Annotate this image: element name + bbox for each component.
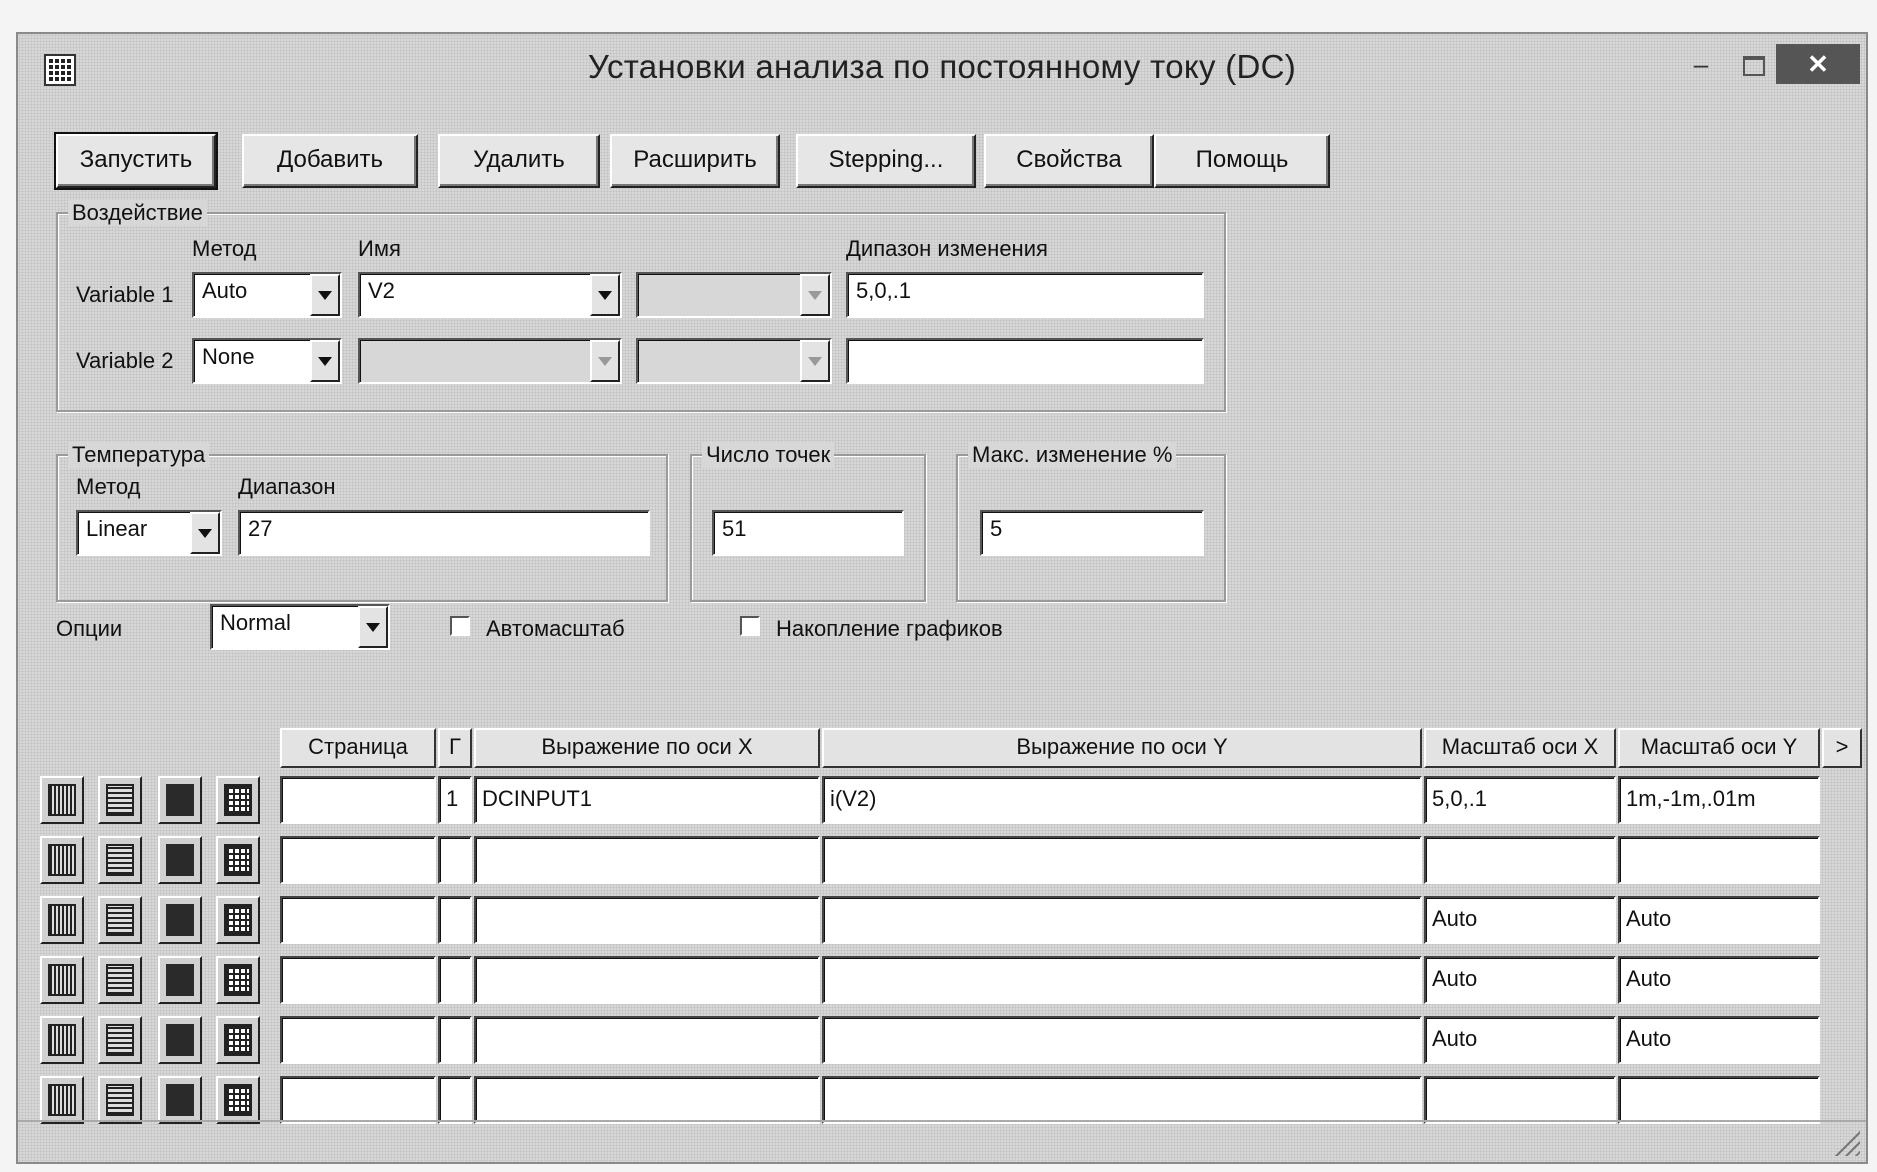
- cell-x-scale[interactable]: Auto: [1424, 1016, 1616, 1064]
- cell-x-expression[interactable]: [474, 956, 820, 1004]
- row-grid-button[interactable]: [216, 896, 260, 944]
- color-swatch-icon: [166, 1024, 194, 1056]
- cell-x-scale[interactable]: 5,0,.1: [1424, 776, 1616, 824]
- table-row: [18, 956, 1866, 1008]
- temperature-method-select[interactable]: [76, 510, 222, 556]
- cell-plot-group[interactable]: [438, 956, 472, 1004]
- cell-x-expression[interactable]: [474, 1076, 820, 1124]
- variable1-name-select[interactable]: [358, 272, 622, 318]
- delete-button[interactable]: Удалить: [438, 134, 600, 188]
- table-row: [18, 776, 1866, 828]
- variable1-extra-select: [636, 272, 832, 318]
- row-horizontal-lines-button[interactable]: [98, 896, 142, 944]
- cell-plot-group[interactable]: 1: [438, 776, 472, 824]
- cell-plot-group[interactable]: [438, 1076, 472, 1124]
- resize-grip[interactable]: [1834, 1130, 1860, 1156]
- stepping-button[interactable]: Stepping...: [796, 134, 976, 188]
- sweep-name-header: Имя: [358, 236, 401, 261]
- col-header-y-scale[interactable]: Масштаб оси Y: [1618, 728, 1820, 768]
- horizontal-lines-icon: [106, 904, 134, 936]
- variable1-range-input[interactable]: 5,0,.1: [846, 272, 1204, 318]
- color-swatch-icon: [166, 1084, 194, 1116]
- chevron-down-icon[interactable]: [190, 512, 220, 554]
- sweep-method-header: Метод: [192, 236, 257, 261]
- cell-page[interactable]: [280, 896, 436, 944]
- cell-x-scale[interactable]: Auto: [1424, 956, 1616, 1004]
- status-bar: [18, 1120, 1866, 1162]
- chevron-down-icon: [590, 340, 620, 382]
- cell-page[interactable]: [280, 776, 436, 824]
- cell-page[interactable]: [280, 1076, 436, 1124]
- chevron-down-icon[interactable]: [358, 606, 388, 648]
- vertical-lines-icon: [48, 964, 76, 996]
- grid-icon: [224, 844, 252, 876]
- grid-icon: [224, 784, 252, 816]
- cell-plot-group[interactable]: [438, 1016, 472, 1064]
- cell-y-expression[interactable]: [822, 836, 1422, 884]
- row-grid-button[interactable]: [216, 836, 260, 884]
- horizontal-lines-icon: [106, 1024, 134, 1056]
- row-vertical-lines-button[interactable]: [40, 956, 84, 1004]
- title-bar[interactable]: [18, 34, 1866, 104]
- cell-y-expression[interactable]: [822, 896, 1422, 944]
- close-button[interactable]: ✕: [1776, 44, 1860, 84]
- options-mode-select[interactable]: [210, 604, 390, 650]
- variable1-method-select[interactable]: [192, 272, 342, 318]
- cell-y-scale[interactable]: 1m,-1m,.01m: [1618, 776, 1820, 824]
- window-title: Установки анализа по постоянному току (DC): [587, 48, 1297, 85]
- horizontal-lines-icon: [106, 1084, 134, 1116]
- temperature-range-label: Диапазон: [238, 474, 336, 499]
- col-header-y-expression[interactable]: Выражение по оси Y: [822, 728, 1422, 768]
- cell-y-expression[interactable]: i(V2): [822, 776, 1422, 824]
- max-change-legend: Макс. изменение %: [968, 442, 1176, 468]
- sweep-range-header: Дипазон изменения: [846, 236, 1048, 261]
- cell-page[interactable]: [280, 956, 436, 1004]
- table-row: [18, 836, 1866, 888]
- variable2-extra-select: [636, 338, 832, 384]
- temperature-method-label: Метод: [76, 474, 141, 499]
- maximize-button[interactable]: [1730, 44, 1778, 84]
- row-vertical-lines-button[interactable]: [40, 776, 84, 824]
- row-grid-button[interactable]: [216, 1016, 260, 1064]
- variable2-name-value: [358, 338, 622, 384]
- chevron-down-icon[interactable]: [310, 274, 340, 316]
- accumulate-plots-checkbox[interactable]: [740, 616, 760, 636]
- properties-button[interactable]: Свойства: [984, 134, 1154, 188]
- row-horizontal-lines-button[interactable]: [98, 776, 142, 824]
- sweep-legend: Воздействие: [68, 200, 207, 226]
- color-swatch-icon: [166, 844, 194, 876]
- chevron-down-icon[interactable]: [590, 274, 620, 316]
- cell-page[interactable]: [280, 1016, 436, 1064]
- expand-button[interactable]: Расширить: [610, 134, 780, 188]
- row-color-button[interactable]: [158, 1076, 202, 1124]
- cell-x-expression[interactable]: [474, 896, 820, 944]
- cell-y-scale[interactable]: Auto: [1618, 896, 1820, 944]
- cell-page[interactable]: [280, 836, 436, 884]
- variable2-method-value: None: [192, 338, 342, 384]
- row-vertical-lines-button[interactable]: [40, 1076, 84, 1124]
- points-legend: Число точек: [702, 442, 834, 468]
- row-grid-button[interactable]: [216, 1076, 260, 1124]
- cell-x-expression[interactable]: [474, 836, 820, 884]
- variable2-method-select[interactable]: [192, 338, 342, 384]
- col-header-x-expression[interactable]: Выражение по оси X: [474, 728, 820, 768]
- vertical-lines-icon: [48, 844, 76, 876]
- grid-icon: [224, 904, 252, 936]
- chevron-down-icon: [800, 340, 830, 382]
- cell-y-expression[interactable]: [822, 956, 1422, 1004]
- row-vertical-lines-button[interactable]: [40, 836, 84, 884]
- autoscale-checkbox[interactable]: [450, 616, 470, 636]
- options-label: Опции: [56, 616, 123, 641]
- horizontal-lines-icon: [106, 784, 134, 816]
- cell-y-scale[interactable]: [1618, 836, 1820, 884]
- run-button[interactable]: Запустить: [56, 134, 216, 188]
- autoscale-label[interactable]: Автомасштаб: [486, 616, 625, 641]
- vertical-lines-icon: [48, 904, 76, 936]
- minimize-button[interactable]: –: [1693, 49, 1709, 79]
- cell-plot-group[interactable]: [438, 896, 472, 944]
- cell-y-expression[interactable]: [822, 1016, 1422, 1064]
- grid-icon: [224, 1084, 252, 1116]
- help-button[interactable]: Помощь: [1154, 134, 1330, 188]
- cell-y-expression[interactable]: [822, 1076, 1422, 1124]
- temperature-legend: Температура: [68, 442, 209, 468]
- row-horizontal-lines-button[interactable]: [98, 1016, 142, 1064]
- row-vertical-lines-button[interactable]: [40, 1016, 84, 1064]
- variable1-label: Variable 1: [76, 282, 174, 307]
- options-mode-value: Normal: [210, 604, 390, 650]
- row-color-button[interactable]: [158, 956, 202, 1004]
- max-change-input[interactable]: 5: [980, 510, 1204, 556]
- maximize-icon: [1743, 56, 1765, 76]
- row-color-button[interactable]: [158, 836, 202, 884]
- cell-x-expression[interactable]: [474, 1016, 820, 1064]
- variable1-method-value: Auto: [192, 272, 342, 318]
- cell-x-scale[interactable]: [1424, 1076, 1616, 1124]
- chevron-down-icon: [800, 274, 830, 316]
- table-row: [18, 1016, 1866, 1068]
- dc-analysis-dialog: [16, 32, 1868, 1164]
- horizontal-lines-icon: [106, 964, 134, 996]
- table-row: [18, 896, 1866, 948]
- variable2-name-select: [358, 338, 622, 384]
- row-color-button[interactable]: [158, 776, 202, 824]
- color-swatch-icon: [166, 784, 194, 816]
- row-color-button[interactable]: [158, 1016, 202, 1064]
- cell-x-scale[interactable]: [1424, 836, 1616, 884]
- add-button[interactable]: Добавить: [242, 134, 418, 188]
- col-header-plot-group[interactable]: Г: [438, 728, 472, 768]
- cell-x-scale[interactable]: Auto: [1424, 896, 1616, 944]
- accumulate-plots-label[interactable]: Накопление графиков: [776, 616, 1003, 641]
- row-horizontal-lines-button[interactable]: [98, 836, 142, 884]
- color-swatch-icon: [166, 904, 194, 936]
- vertical-lines-icon: [48, 1024, 76, 1056]
- row-horizontal-lines-button[interactable]: [98, 1076, 142, 1124]
- row-grid-button[interactable]: [216, 776, 260, 824]
- cell-plot-group[interactable]: [438, 836, 472, 884]
- cell-y-scale[interactable]: Auto: [1618, 956, 1820, 1004]
- more-columns-button[interactable]: >: [1822, 728, 1862, 768]
- grid-icon: [224, 964, 252, 996]
- points-input[interactable]: 51: [712, 510, 904, 556]
- cell-y-scale[interactable]: Auto: [1618, 1016, 1820, 1064]
- col-header-page[interactable]: Страница: [280, 728, 436, 768]
- horizontal-lines-icon: [106, 844, 134, 876]
- chevron-down-icon[interactable]: [310, 340, 340, 382]
- vertical-lines-icon: [48, 784, 76, 816]
- temperature-range-input[interactable]: 27: [238, 510, 650, 556]
- row-color-button[interactable]: [158, 896, 202, 944]
- variable2-label: Variable 2: [76, 348, 174, 373]
- row-grid-button[interactable]: [216, 956, 260, 1004]
- cell-x-expression[interactable]: DCINPUT1: [474, 776, 820, 824]
- vertical-lines-icon: [48, 1084, 76, 1116]
- grid-icon: [224, 1024, 252, 1056]
- cell-y-scale[interactable]: [1618, 1076, 1820, 1124]
- temperature-method-value: Linear: [76, 510, 222, 556]
- row-horizontal-lines-button[interactable]: [98, 956, 142, 1004]
- row-vertical-lines-button[interactable]: [40, 896, 84, 944]
- col-header-x-scale[interactable]: Масштаб оси X: [1424, 728, 1616, 768]
- variable1-name-value: V2: [358, 272, 622, 318]
- variable2-range-input[interactable]: [846, 338, 1204, 384]
- color-swatch-icon: [166, 964, 194, 996]
